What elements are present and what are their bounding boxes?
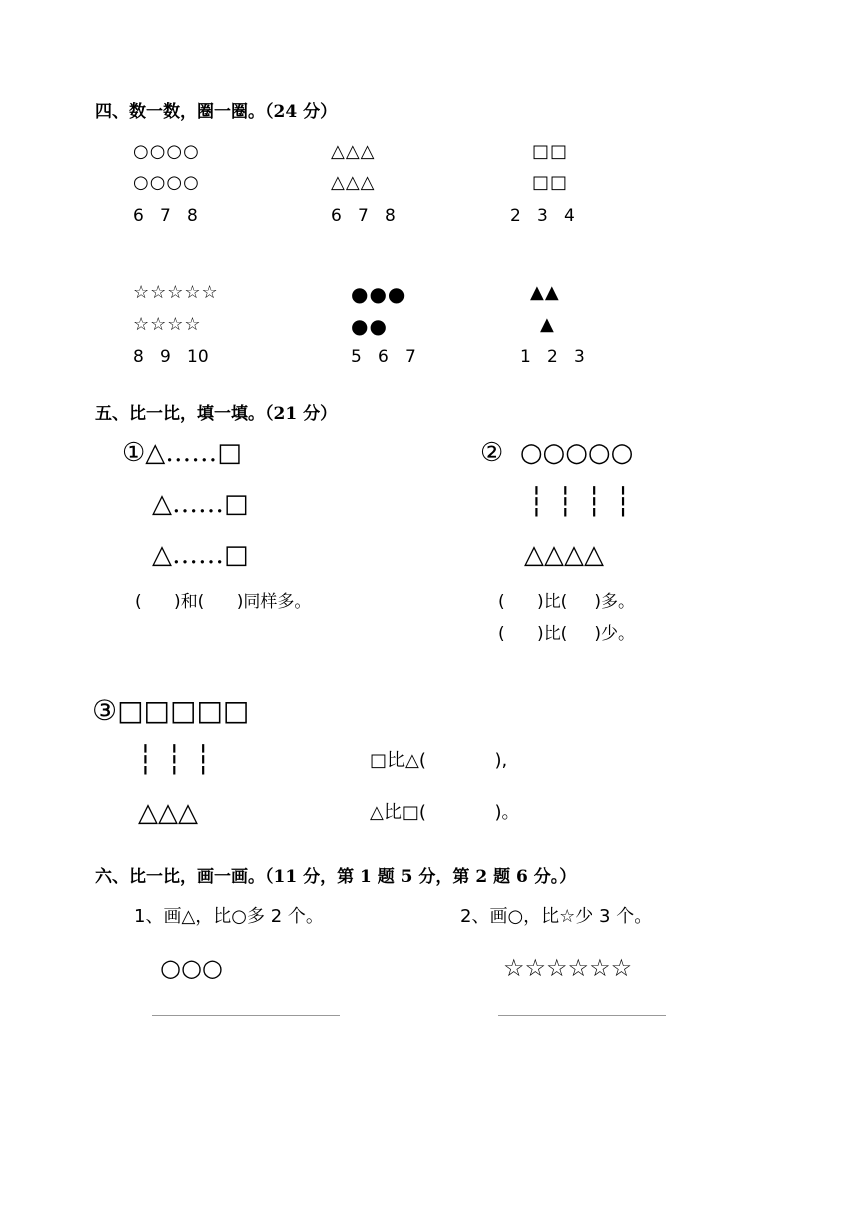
group-squares-row1: □□ [532, 141, 569, 162]
q2-answer-less: ( )比( )少。 [498, 624, 635, 644]
section-6-title: 六、比一比，画一画。（11 分，第 1 题 5 分，第 2 题 6 分。） [95, 867, 577, 887]
q6-2-stars: ☆☆☆☆☆☆ [503, 954, 633, 982]
section-4-title: 四、数一数，圈一圈。（24 分） [95, 102, 338, 122]
group-dots-options: 5 6 7 [351, 347, 416, 367]
q2-connectors: ┆┆┆┆ [528, 485, 644, 518]
q1-row2: △……□ [152, 489, 249, 519]
q3-connectors: ┆┆┆ [137, 743, 224, 776]
group-filled-triangles-row2: ▲ [540, 314, 555, 335]
group-stars-row1: ☆☆☆☆☆ [133, 282, 219, 303]
q6-1-circles: ○○○ [160, 954, 223, 982]
q3-answer-triangle: △比□( )。 [370, 802, 520, 823]
q6-2-prompt: 2、画○，比☆少 3 个。 [460, 906, 653, 927]
q2-answer-more: ( )比( )多。 [498, 592, 635, 612]
group-stars-options: 8 9 10 [133, 347, 209, 367]
q1-answer: ( )和( )同样多。 [135, 592, 312, 612]
q3-bottom-row: △△△ [138, 798, 198, 828]
q2-top-row: ② ○○○○○ [480, 438, 634, 468]
q1-row3: △……□ [152, 540, 249, 570]
q6-1-answer-line[interactable] [152, 1015, 340, 1016]
q2-bottom-row: △△△△ [524, 540, 604, 570]
q3-answer-square: □比△( ), [370, 750, 508, 771]
group-triangles-options: 6 7 8 [331, 206, 396, 226]
group-triangles-row2: △△△ [331, 172, 376, 193]
section-5-title: 五、比一比，填一填。（21 分） [95, 404, 338, 424]
group-filled-triangles-options: 1 2 3 [520, 347, 585, 367]
q3-top-row: ③□□□□□ [92, 694, 250, 727]
group-dots-row2: ●● [351, 314, 388, 338]
group-squares-row2: □□ [532, 172, 569, 193]
group-dots-row1: ●●● [351, 282, 407, 306]
q6-2-answer-line[interactable] [498, 1015, 666, 1016]
q1-row1: ①△……□ [122, 438, 242, 468]
group-triangles-row1: △△△ [331, 141, 376, 162]
group-circles-options: 6 7 8 [133, 206, 198, 226]
q6-1-prompt: 1、画△，比○多 2 个。 [134, 906, 324, 927]
group-stars-row2: ☆☆☆☆ [133, 314, 202, 335]
group-circles-row1: ○○○○ [133, 141, 200, 162]
group-filled-triangles-row1: ▲▲ [530, 282, 560, 303]
group-circles-row2: ○○○○ [133, 172, 200, 193]
group-squares-options: 2 3 4 [510, 206, 575, 226]
